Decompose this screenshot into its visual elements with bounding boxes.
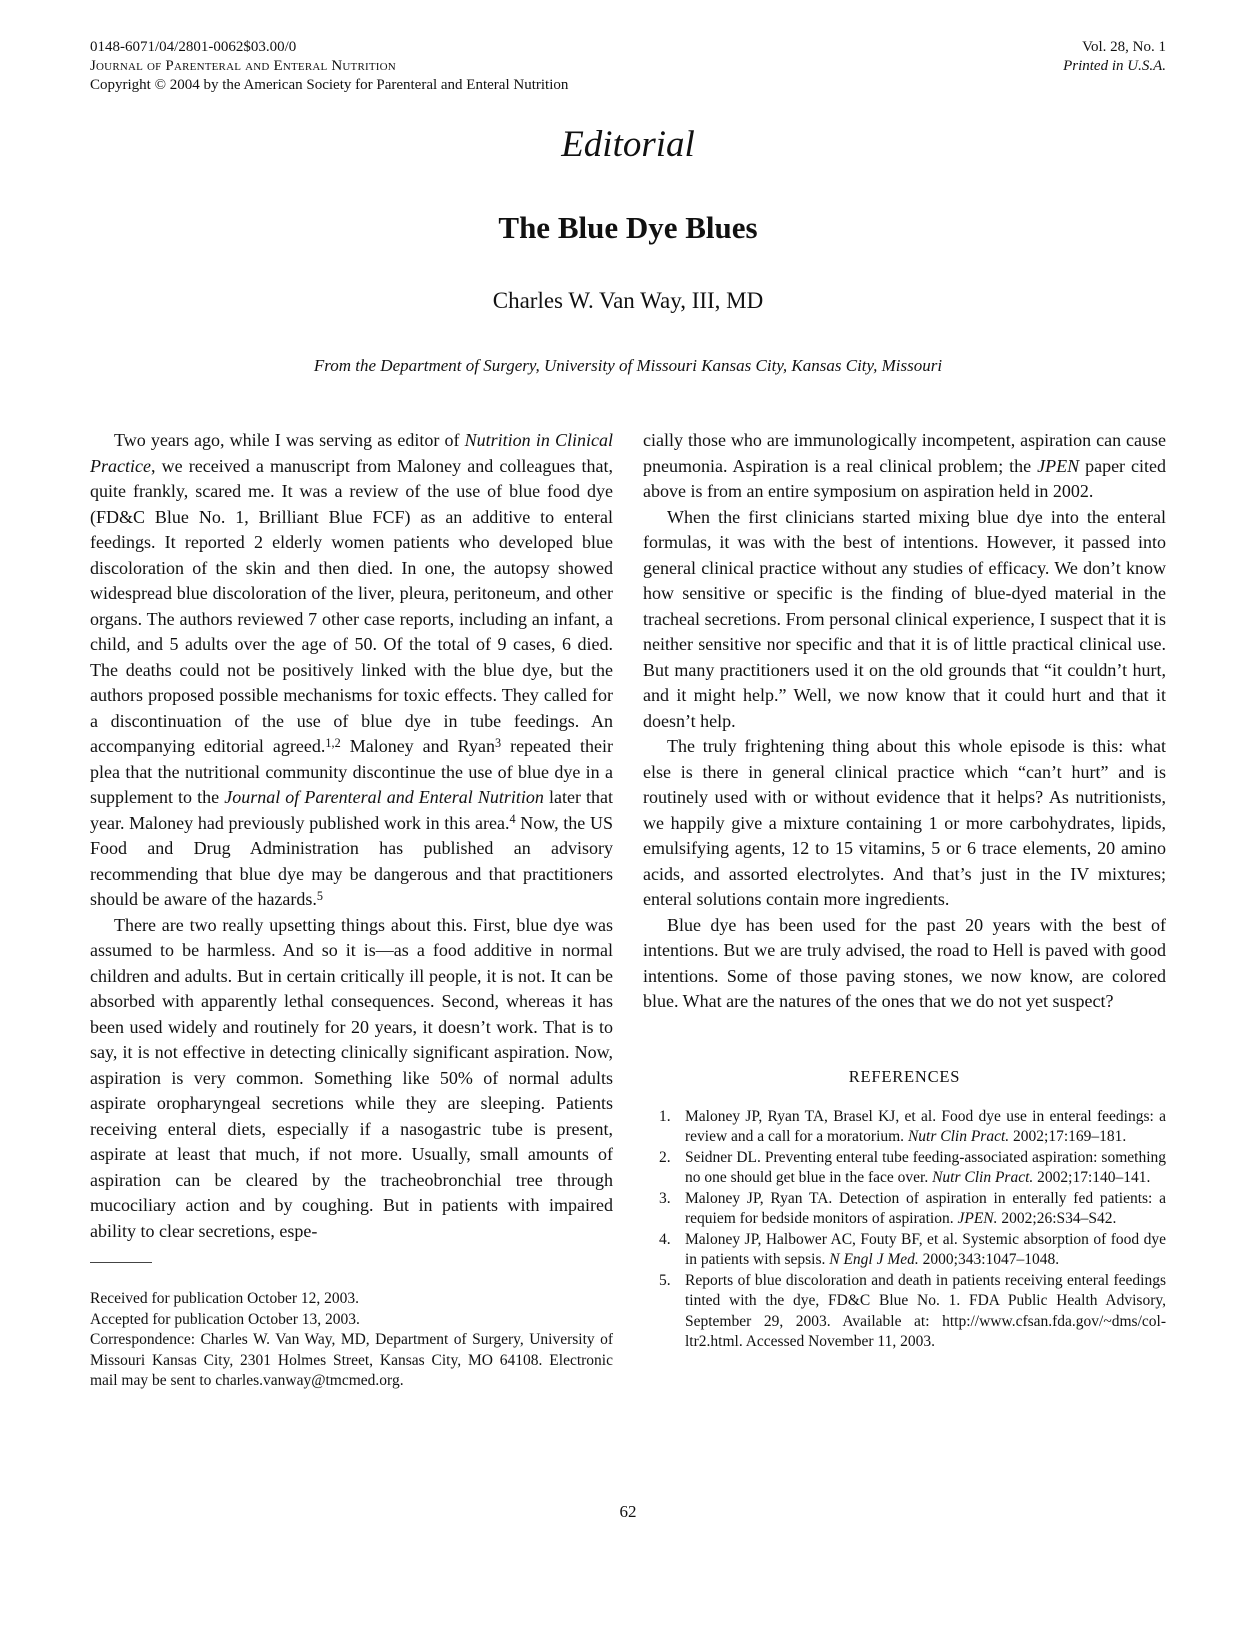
page-content — [90, 0, 1166, 1392]
reference-number: 3. — [659, 1189, 671, 1207]
author-affiliation: From the Department of Surgery, University of Missouri Kansas City, Kansas City, Missouri — [313, 356, 943, 375]
body-paragraph: The truly frightening thing about this whole episode is this: what else is there in general clinical practice which “can’t hurt” and is routinely used with or without evidence that it helps? As nutritionists, we happily give a mixture containing 1 or more carbohydrates, lipids, emulsifying agents, 12 to 15 vitamins, 5 or 6 trace elements, 20 amino acids, and assorted electrolytes. And that’s just in the IV mixtures; enteral solutions contain more ingredients. — [643, 736, 1166, 909]
journal-name: Journal of Parenteral and Enteral Nutrition — [90, 58, 396, 74]
publication-info — [90, 38, 568, 95]
accepted-date: Accepted for publication October 13, 2003. — [90, 1310, 360, 1328]
references-list — [659, 1107, 1166, 1353]
left-column — [90, 428, 613, 1392]
author-name: Charles W. Van Way, III, MD — [492, 288, 764, 313]
received-date: Received for publication October 12, 2003. — [90, 1290, 360, 1307]
reference-item — [659, 1230, 1166, 1271]
reference-number: 4. — [659, 1230, 671, 1248]
printed-in-line: Printed in U.S.A. — [1063, 58, 1166, 74]
reference-text: Seidner DL. Preventing enteral tube feeding-associated aspiration: something no one should get blue in the face over. Nutr Clin Pract. 2002;17:140–141. — [685, 1148, 1166, 1186]
body-paragraph: Two years ago, while I was serving as editor of Nutrition in Clinical Practice, we received a manuscript from Maloney and colleagues that, quite frankly, scared me. It was a review of the use of blue food dye (FD&C Blue No. 1, Brilliant Blue FCF) as an additive to enteral feedings. It reported 2 elderly women patients who developed blue discoloration of the skin and then died. In one, the autopsy showed widespread blue discoloration of the liver, pleura, peritoneum, and other organs. The authors reviewed 7 other case reports, including an infant, a child, and 5 adults over the age of 50. Of the total of 9 cases, 6 died. The deaths could not be positively linked with the blue dye, but the authors proposed possible mechanisms for toxic effects. They called for a discontinuation of the use of blue dye in tube feedings. An accompanying editorial agreed.$^{1,2}$ Maloney and Ryan$^3$ repeated their plea that the nutritional community discontinue the use of blue dye in a supplement to the Journal of Parenteral and Enteral Nutrition later that year. Maloney had previously published work in this area.$^4$ Now, the US Food and Drug Administration has published an advisory recommending that blue dye may be dangerous and that practitioners should be aware of the hazards.$^5$ — [90, 430, 614, 909]
correspondence-note: Correspondence: Charles W. Van Way, MD, Department of Surgery, University of Missouri Kansas City, 2301 Holmes Street, Kansas City, MO 64108. Electronic mail may be sent to charles.vanway@tmcmed.org. — [90, 1331, 613, 1389]
reference-text: Reports of blue discoloration and death in patients receiving enteral feedings tinted with the dye, FD&C Blue No. 1. FDA Public Health Advisory, September 29, 2003. Available at: http://www.cfsan.fda.gov/~dms/col-ltr2.html. Accessed November 11, 2003. — [685, 1271, 1166, 1350]
article-body — [90, 428, 1166, 1392]
reference-item — [659, 1107, 1166, 1148]
volume-number: Vol. 28, No. 1 — [1082, 39, 1166, 55]
reference-item — [659, 1271, 1166, 1353]
body-paragraph: Blue dye has been used for the past 20 years with the best of intentions. But we are truly advised, the road to Hell is paved with good intentions. Some of those paving stones, we now know, are colored blue. What are the natures of the ones that we do not yet suspect? — [643, 914, 1166, 1011]
reference-number: 2. — [659, 1148, 671, 1166]
body-paragraph: When the first clinicians started mixing blue dye into the enteral formulas, it was with the best of intentions. However, it passed into general clinical practice without any studies of efficacy. We don’t know how sensitive or specific is the finding of blue-dyed material in the tracheal secretions. From personal clinical experience, I suspect that it is neither sensitive nor specific and that it is of little practical clinical use. But many practitioners used it on the old grounds that “it couldn’t hurt, and it might help.” Well, we now know that it could hurt and that it doesn’t help. — [643, 506, 1166, 731]
article-title: The Blue Dye Blues — [498, 210, 758, 245]
reference-item — [659, 1189, 1166, 1230]
reference-number: 1. — [659, 1107, 671, 1125]
reference-number: 5. — [659, 1271, 671, 1289]
issn-price-code: 0148-6071/04/2801-0062$03.00/0 — [90, 39, 297, 55]
reference-text: Maloney JP, Ryan TA, Brasel KJ, et al. Food dye use in enteral feedings: a review and a call for a moratorium. Nutr Clin Pract. 2002;17:169–181. — [685, 1107, 1166, 1145]
reference-text: Maloney JP, Halbower AC, Fouty BF, et al. Systemic absorption of food dye in patients with sepsis. N Engl J Med. 2000;343:1047–1048. — [685, 1230, 1166, 1268]
copyright-line: Copyright © 2004 by the American Society for Parenteral and Enteral Nutrition — [90, 77, 569, 93]
right-column — [643, 428, 1166, 1392]
reference-item — [659, 1148, 1166, 1189]
body-paragraph: cially those who are immunologically incompetent, aspiration can cause pneumonia. Aspiration is a real clinical problem; the JPEN paper cited above is from an entire symposium on aspiration held in 2002. — [643, 430, 1166, 501]
body-paragraph: There are two really upsetting things about this. First, blue dye was assumed to be harmless. And so it is—as a food additive in normal children and adults. But in certain critically ill people, it is not. It can be absorbed with apparently lethal consequences. Second, whereas it has been used widely and routinely for 20 years, it doesn’t work. That is to say, it is not effective in detecting clinically significant aspiration. Now, aspiration is very common. Something like 50% of normal adults aspirate oropharyngeal secretions while they are sleeping. Patients receiving enteral diets, especially if a nasogastric tube is present, aspirate at least that much, if not more. Usually, small amounts of aspiration can be cleared by the tracheobronchial tree through mucociliary action and by coughing. But in patients with impaired ability to clear secretions, espe- — [90, 914, 613, 1241]
footnote-rule — [90, 1262, 152, 1263]
references-heading: REFERENCES — [848, 1066, 961, 1086]
footnote-block — [90, 1262, 613, 1392]
running-head — [90, 0, 1166, 95]
section-heading: Editorial — [561, 124, 695, 165]
page-number: 62 — [619, 1502, 637, 1521]
issue-info — [1063, 38, 1166, 76]
reference-text: Maloney JP, Ryan TA. Detection of aspiration in enterally fed patients: a requiem for bedside monitors of aspiration. JPEN. 2002;26:S34–S42. — [685, 1189, 1166, 1227]
